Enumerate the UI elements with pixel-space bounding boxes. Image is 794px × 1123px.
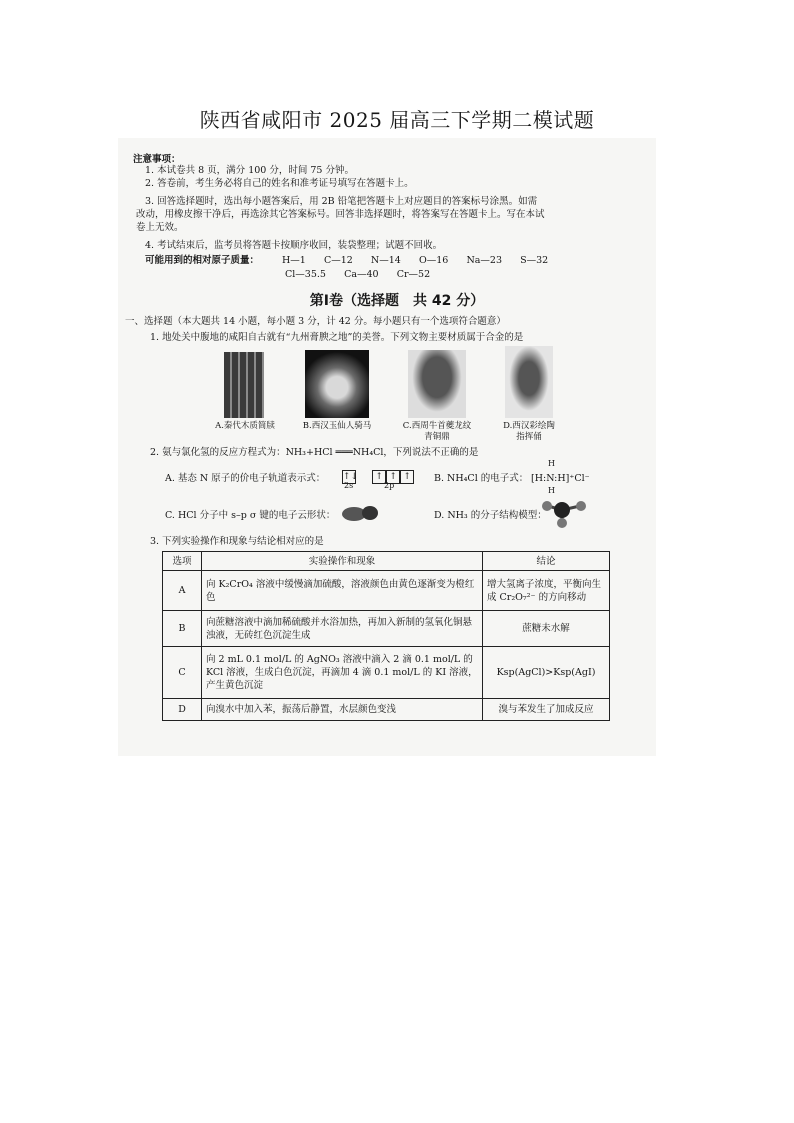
option-cell: C bbox=[163, 647, 202, 699]
operation-cell: 向 K₂CrO₄ 溶液中缓慢滴加硫酸，溶液颜色由黄色逐渐变为橙红色 bbox=[202, 571, 483, 611]
electron-cloud-shape bbox=[340, 503, 380, 525]
table-header-row bbox=[163, 552, 610, 571]
operation-cell: 向 2 mL 0.1 mol/L 的 AgNO₃ 溶液中滴入 2 滴 0.1 mol/L 的 KCl 溶液，生成白色沉淀，再滴加 4 滴 0.1 mol/L 的 KI 溶液，产生黄色沉淀 bbox=[202, 647, 483, 699]
atomic-mass-line: Cl—35.5 Ca—40 Cr—52 bbox=[285, 269, 431, 280]
electron-formula: [H:N:H]⁺Cl⁻ bbox=[531, 473, 590, 484]
orbital-label-2s: 2s bbox=[344, 481, 354, 490]
question-2-option-c: C. HCl 分子中 s–p σ 键的电子云形状： bbox=[165, 510, 336, 521]
conclusion-cell: 蔗糖未水解 bbox=[483, 611, 610, 647]
table-row bbox=[163, 571, 610, 611]
note-item: 卷上无效。 bbox=[136, 222, 184, 233]
nitrogen-atom bbox=[554, 502, 570, 518]
question-2-option-d: D. NH₃ 的分子结构模型： bbox=[434, 510, 547, 521]
jade-horse-image bbox=[305, 350, 369, 418]
p-orbital-lobe bbox=[362, 506, 378, 520]
note-item: 4. 考试结束后，监考员将答题卡按顺序收回，装袋整理；试题不回收。 bbox=[145, 240, 443, 251]
table-row bbox=[163, 699, 610, 721]
question-2-stem: 2. 氨与氯化氢的反应方程式为：NH₃+HCl ═══NH₄Cl，下列说法不正确的是 bbox=[150, 447, 479, 458]
option-cell: B bbox=[163, 611, 202, 647]
conclusion-cell: 溴与苯发生了加成反应 bbox=[483, 699, 610, 721]
hydrogen-atom bbox=[576, 501, 586, 511]
option-caption: C.西周牛首夔龙纹 青铜鼎 bbox=[402, 421, 472, 442]
option-cell: A bbox=[163, 571, 202, 611]
notes-heading: 注意事项： bbox=[133, 154, 181, 165]
atomic-mass-line: H—1 C—12 N—14 O—16 Na—23 S—32 bbox=[282, 255, 549, 266]
table-row bbox=[163, 611, 610, 647]
atomic-mass-label: 可能用到的相对原子质量： bbox=[145, 255, 260, 266]
column-header: 选项 bbox=[163, 552, 202, 571]
section-title: 第Ⅰ卷（选择题 共 42 分） bbox=[309, 293, 485, 309]
option-caption: A.秦代木质简牍 bbox=[215, 421, 275, 431]
painted-figurine-image bbox=[505, 346, 553, 418]
operation-cell: 向蔗糖溶液中滴加稀硫酸并水浴加热，再加入新制的氢氧化铜悬浊液，无砖红色沉淀生成 bbox=[202, 611, 483, 647]
conclusion-cell: Ksp(AgCl)>Ksp(AgI) bbox=[483, 647, 610, 699]
question-2-option-a: A. 基态 N 原子的价电子轨道表示式： bbox=[165, 473, 326, 484]
orbital-2p-box: ↑ bbox=[386, 470, 400, 484]
electron-formula-h: H bbox=[548, 486, 555, 495]
ammonia-ball-model bbox=[540, 496, 590, 528]
note-item: 3. 回答选择题时，选出每小题答案后，用 2B 铅笔把答题卡上对应题目的答案标号涂黑。如需 bbox=[145, 196, 538, 207]
column-header: 实验操作和现象 bbox=[202, 552, 483, 571]
option-caption: D.西汉彩绘陶 指挥俑 bbox=[503, 421, 555, 442]
table-row bbox=[163, 647, 610, 699]
operation-cell: 向溴水中加入苯，振荡后静置，水层颜色变浅 bbox=[202, 699, 483, 721]
option-cell: D bbox=[163, 699, 202, 721]
question-3-stem: 3. 下列实验操作和现象与结论相对应的是 bbox=[150, 536, 324, 547]
exam-title: 陕西省咸阳市 2025 届高三下学期二模试题 bbox=[199, 108, 595, 132]
hydrogen-atom bbox=[542, 501, 552, 511]
hydrogen-atom bbox=[557, 518, 567, 528]
electron-formula-h: H bbox=[548, 459, 555, 468]
orbital-2s-box: ↑↓ bbox=[343, 471, 359, 482]
experiment-table bbox=[162, 551, 610, 721]
wooden-slips-image bbox=[224, 352, 264, 418]
orbital-2p-box: ↑ bbox=[400, 470, 414, 484]
note-item: 2. 答卷前，考生务必将自己的姓名和准考证号填写在答题卡上。 bbox=[145, 178, 414, 189]
conclusion-cell: 增大氢离子浓度，平衡向生成 Cr₂O₇²⁻ 的方向移动 bbox=[483, 571, 610, 611]
section-intro: 一、选择题（本大题共 14 小题，每小题 3 分，计 42 分。每小题只有一个选项符合题意） bbox=[125, 316, 506, 327]
orbital-label-2p: 2p bbox=[384, 481, 395, 490]
option-caption: B.西汉玉仙人骑马 bbox=[302, 421, 372, 431]
note-item: 1. 本试卷共 8 页，满分 100 分，时间 75 分钟。 bbox=[145, 165, 354, 176]
bronze-ding-image bbox=[408, 350, 466, 418]
note-item: 改动，用橡皮擦干净后，再选涂其它答案标号。回答非选择题时，将答案写在答题卡上。写在本试 bbox=[136, 209, 545, 220]
orbital-2p-box: ↑ bbox=[372, 470, 386, 484]
question-1-stem: 1. 地处关中腹地的咸阳自古就有“九州膏腴之地”的美誉。下列文物主要材质属于合金的是 bbox=[150, 332, 524, 343]
column-header: 结论 bbox=[483, 552, 610, 571]
question-2-option-b: B. NH₄Cl 的电子式： bbox=[434, 473, 529, 484]
